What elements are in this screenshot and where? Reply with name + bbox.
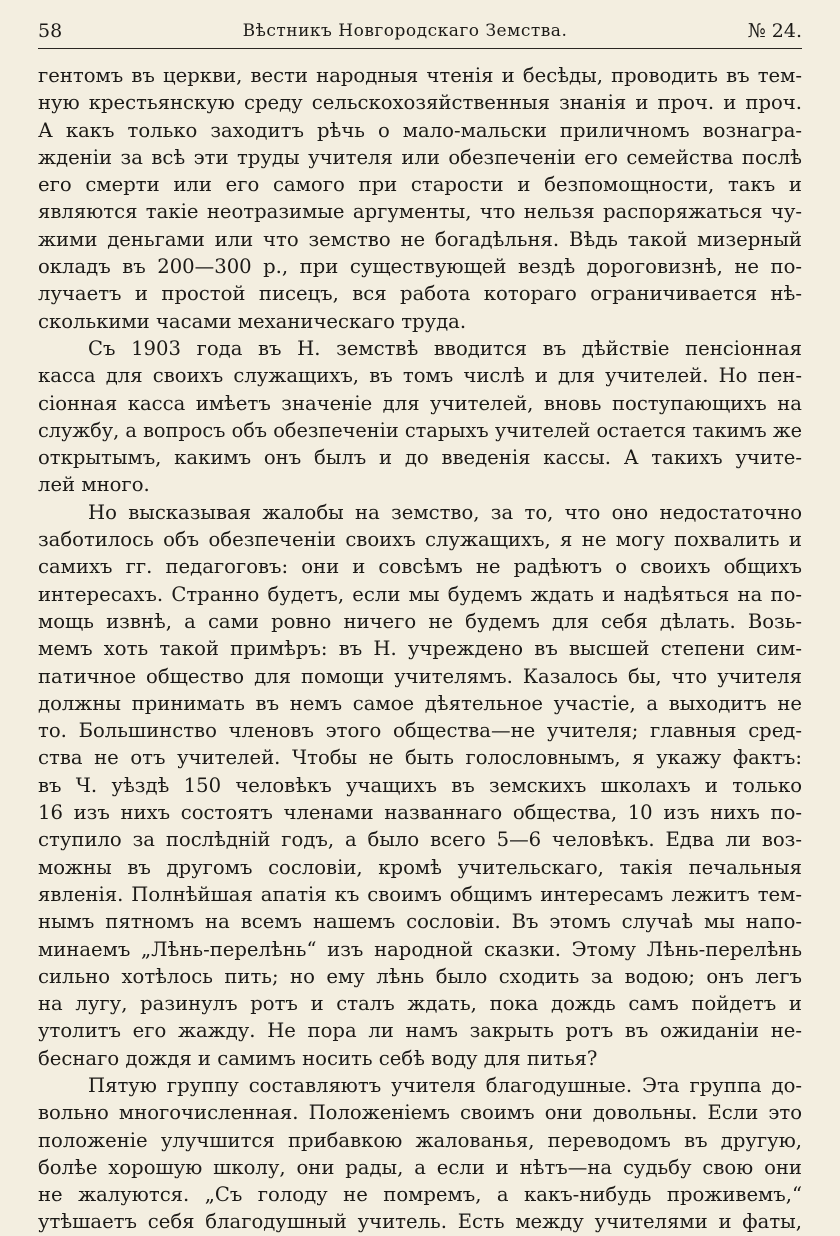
body-text (38, 62, 802, 1236)
text-line: болѣе хорошую школу, они рады, а если и нѣтъ—на судьбу свою они (38, 1155, 802, 1179)
text-line: ства не отъ учителей. Чтобы не быть голословнымъ, я укажу фактъ: (38, 746, 802, 770)
text-line: патичное общество для помощи учителямъ. Казалось бы, что учителя (38, 664, 802, 688)
text-line: мемъ хоть такой примѣръ: въ Н. учреждено въ высшей степени сим- (38, 637, 802, 661)
text-line: положеніе улучшится прибавкою жалованья, переводомъ въ другую, (38, 1128, 802, 1152)
text-line: лучаетъ и простой писецъ, вся работа котораго ограничивается нѣ- (38, 282, 802, 306)
text-line: его смерти или его самого при старости и безпомощности, такъ и (38, 173, 802, 197)
text-line: вольно многочисленная. Положеніемъ своимъ они довольны. Если это (38, 1101, 802, 1125)
text-line: нымъ пятномъ на всемъ нашемъ сословіи. Въ этомъ случаѣ мы напо- (38, 910, 802, 934)
text-line: утѣшаетъ себя благодушный учитель. Есть между учителями и фаты, (38, 1210, 802, 1234)
text-line: на лугу, разинулъ ротъ и сталъ ждать, пока дождь самъ пойдетъ и (38, 992, 802, 1016)
text-line: Но высказывая жалобы на земство, за то, что оно недостаточно (88, 500, 802, 524)
text-line: беснаго дождя и самимъ носить себѣ воду для питья? (38, 1046, 598, 1070)
text-line: жденіи за всѣ эти труды учителя или обезпеченіи его семейства послѣ (38, 145, 802, 169)
text-line: открытымъ, какимъ онъ былъ и до введенія кассы. А такихъ учите- (38, 446, 802, 470)
text-line: Съ 1903 года въ Н. земствѣ вводится въ дѣйствіе пенсіонная (88, 336, 802, 360)
text-line: окладъ въ 200—300 р., при существующей вездѣ дороговизнѣ, не по- (38, 255, 802, 279)
text-line: службу, а вопросъ объ обезпеченіи старыхъ учителей остается такимъ же (38, 418, 802, 442)
text-line: ную крестьянскую среду сельскохозяйственныя знанія и проч. и проч. (38, 91, 802, 115)
text-line: жими деньгами или что земство не богадѣльня. Вѣдь такой мизерный (38, 227, 802, 251)
text-line: касса для своихъ служащихъ, въ томъ числѣ и для учителей. Но пен- (38, 364, 802, 388)
text-line: гентомъ въ церкви, вести народныя чтенія и бесѣды, проводить въ тем- (38, 64, 802, 87)
text-line: минаемъ „Лѣнь-перелѣнь“ изъ народной сказки. Этому Лѣнь-перелѣнь (38, 937, 802, 961)
text-line: явленія. Полнѣйшая апатія къ своимъ общимъ интересамъ лежитъ тем- (38, 882, 802, 906)
text-line: не жалуются. „Съ голоду не помремъ, а какъ-нибудь проживемъ,“ (38, 1183, 802, 1207)
text-line: 16 изъ нихъ состоятъ членами названнаго общества, 10 изъ нихъ по- (38, 801, 802, 825)
text-line: ступило за послѣдній годъ, а было всего 5—6 человѣкъ. Едва ли воз- (38, 828, 802, 852)
text-line: интересахъ. Странно будетъ, если мы будемъ ждать и надѣяться на по- (38, 582, 802, 606)
text-line: самихъ гг. педагоговъ: они и совсѣмъ не радѣютъ о своихъ общихъ (38, 555, 802, 579)
text-line: должны принимать въ немъ самое дѣятельное участіе, а выходитъ не (38, 691, 802, 715)
text-line: заботилось объ обезпеченіи своихъ служащихъ, я не могу похвалить и (38, 528, 802, 552)
issue-number: № 24. (747, 20, 802, 42)
text-line: мощь извнѣ, а сами ровно ничего не будемъ для себя дѣлать. Возь- (38, 609, 802, 633)
text-line: въ Ч. уѣздѣ 150 человѣкъ учащихъ въ земскихъ школахъ и только (38, 773, 802, 797)
text-line: сколькими часами механическаго труда. (38, 309, 467, 333)
text-line: можны въ другомъ сословіи, кромѣ учительскаго, такія печальныя (38, 855, 802, 879)
text-line: Пятую группу составляютъ учителя благодушные. Эта группа до- (88, 1073, 802, 1097)
journal-title: Вѣстникъ Новгородскаго Земства. (242, 21, 568, 41)
text-line: утолитъ его жажду. Не пора ли намъ закрыть ротъ въ ожиданіи не- (38, 1019, 802, 1043)
text-line: лей много. (38, 473, 150, 497)
text-line: сіонная касса имѣетъ значеніе для учителей, вновь поступающихъ на (38, 391, 802, 415)
text-line: то. Большинство членовъ этого общества—не учителя; главныя сред- (38, 719, 802, 743)
page-number: 58 (38, 20, 63, 42)
text-line: являются такіе неотразимые аргументы, что нельзя распоряжаться чу- (38, 200, 802, 224)
text-line: сильно хотѣлось пить; но ему лѣнь было сходить за водою; онъ легъ (38, 964, 802, 988)
running-header (38, 14, 802, 49)
text-line: А какъ только заходитъ рѣчь о мало-мальски приличномъ вознагра- (38, 118, 802, 142)
